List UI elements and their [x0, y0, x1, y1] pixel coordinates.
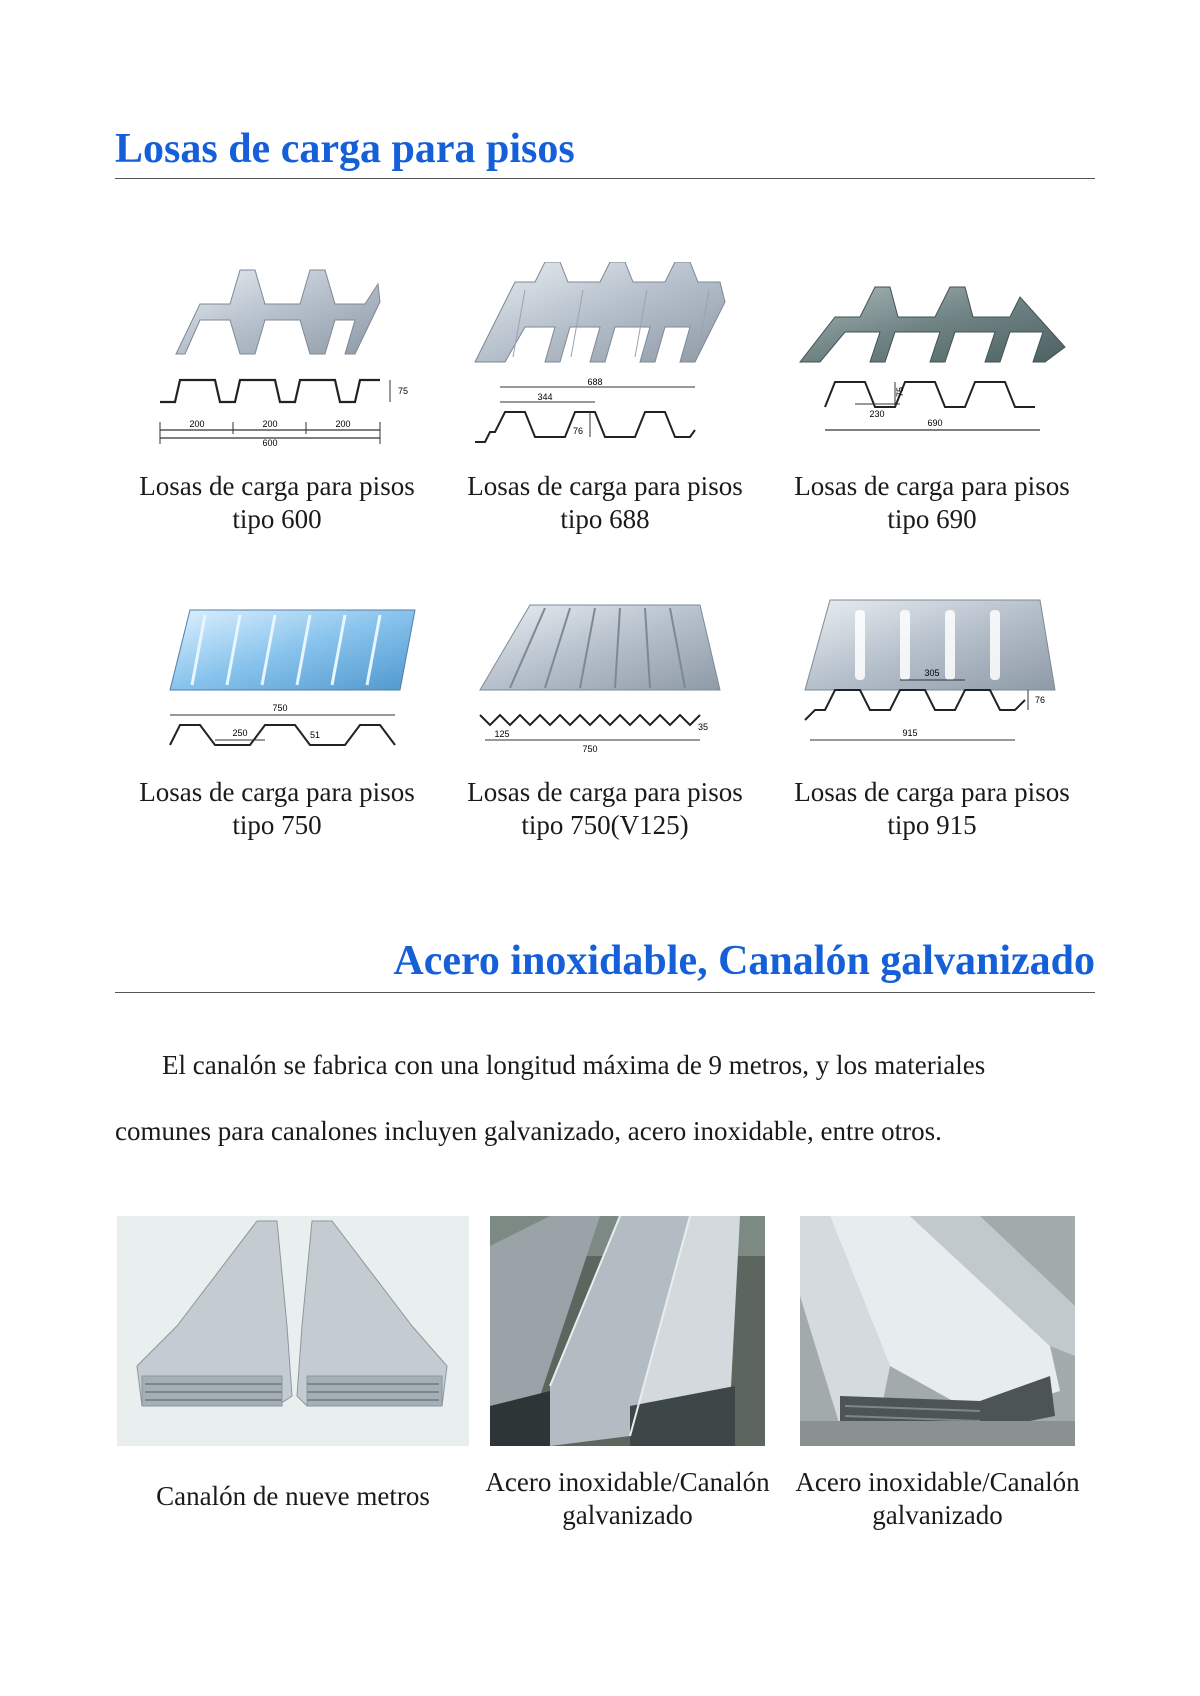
product-caption — [117, 470, 437, 536]
caption-line: Canalón de nueve metros — [156, 1481, 430, 1511]
dim-label: 125 — [494, 729, 510, 739]
deck-688-figure — [465, 262, 745, 452]
caption-line: tipo 690 — [887, 504, 977, 534]
caption-line: Acero inoxidable/Canalón — [485, 1467, 770, 1497]
section-title-floor-decks: Losas de carga para pisos — [115, 126, 575, 172]
dim-label: 600 — [262, 438, 278, 448]
gutter-caption — [470, 1466, 785, 1532]
deck-750-figure — [160, 590, 430, 760]
dim-label: 230 — [869, 409, 885, 419]
dim-label: 75 — [398, 386, 409, 396]
caption-line: tipo 688 — [560, 504, 650, 534]
dim-label: 200 — [189, 419, 205, 429]
deck-690-figure — [795, 262, 1075, 452]
caption-line: galvanizado — [872, 1500, 1003, 1530]
gutter-photo-stainless-2 — [800, 1216, 1075, 1446]
section-divider — [115, 178, 1095, 179]
dim-label: 750 — [272, 703, 288, 713]
dim-label: 76 — [572, 426, 584, 436]
dim-label: 35 — [698, 722, 709, 732]
dim-label: 250 — [232, 728, 248, 738]
caption-line: Losas de carga para pisos — [139, 777, 415, 807]
caption-line: Losas de carga para pisos — [467, 777, 743, 807]
product-caption — [117, 776, 437, 842]
dim-label: 200 — [335, 419, 351, 429]
caption-line: Losas de carga para pisos — [467, 471, 743, 501]
caption-line: tipo 600 — [232, 504, 322, 534]
section-title-gutters: Acero inoxidable, Canalón galvanizado — [393, 938, 1095, 984]
dim-label: 76 — [1035, 695, 1046, 705]
intro-paragraph-line2: comunes para canalones incluyen galvanizado, acero inoxidable, entre otros. — [115, 1116, 942, 1146]
caption-line: tipo 750 — [232, 810, 322, 840]
caption-line: Losas de carga para pisos — [794, 471, 1070, 501]
gutter-caption — [780, 1466, 1095, 1532]
dim-label: 915 — [902, 728, 918, 738]
product-caption — [772, 470, 1092, 536]
product-caption — [445, 776, 765, 842]
deck-915-figure — [800, 590, 1070, 760]
intro-paragraph-line1: El canalón se fabrica con una longitud máxima de 9 metros, y los materiales — [162, 1050, 986, 1080]
dim-label: 75 — [895, 386, 905, 397]
gutter-caption — [117, 1480, 469, 1513]
dim-label: 51 — [310, 730, 321, 740]
caption-line: Acero inoxidable/Canalón — [795, 1467, 1080, 1497]
product-caption — [445, 470, 765, 536]
dim-label: 200 — [262, 419, 278, 429]
product-caption — [772, 776, 1092, 842]
section-divider — [115, 992, 1095, 993]
deck-600-figure — [140, 262, 430, 452]
dim-label: 688 — [587, 377, 603, 387]
dim-label: 690 — [927, 418, 943, 428]
gutter-photo-stainless-1 — [490, 1216, 765, 1446]
dim-label: 305 — [924, 668, 940, 678]
caption-line: tipo 915 — [887, 810, 977, 840]
dim-label: 344 — [537, 392, 553, 402]
dim-label: 750 — [582, 744, 598, 754]
caption-line: Losas de carga para pisos — [794, 777, 1070, 807]
caption-line: Losas de carga para pisos — [139, 471, 415, 501]
gutter-photo-nine-meters — [117, 1216, 469, 1446]
deck-750-v125-figure — [470, 590, 740, 760]
caption-line: tipo 750(V125) — [521, 810, 689, 840]
caption-line: galvanizado — [562, 1500, 693, 1530]
